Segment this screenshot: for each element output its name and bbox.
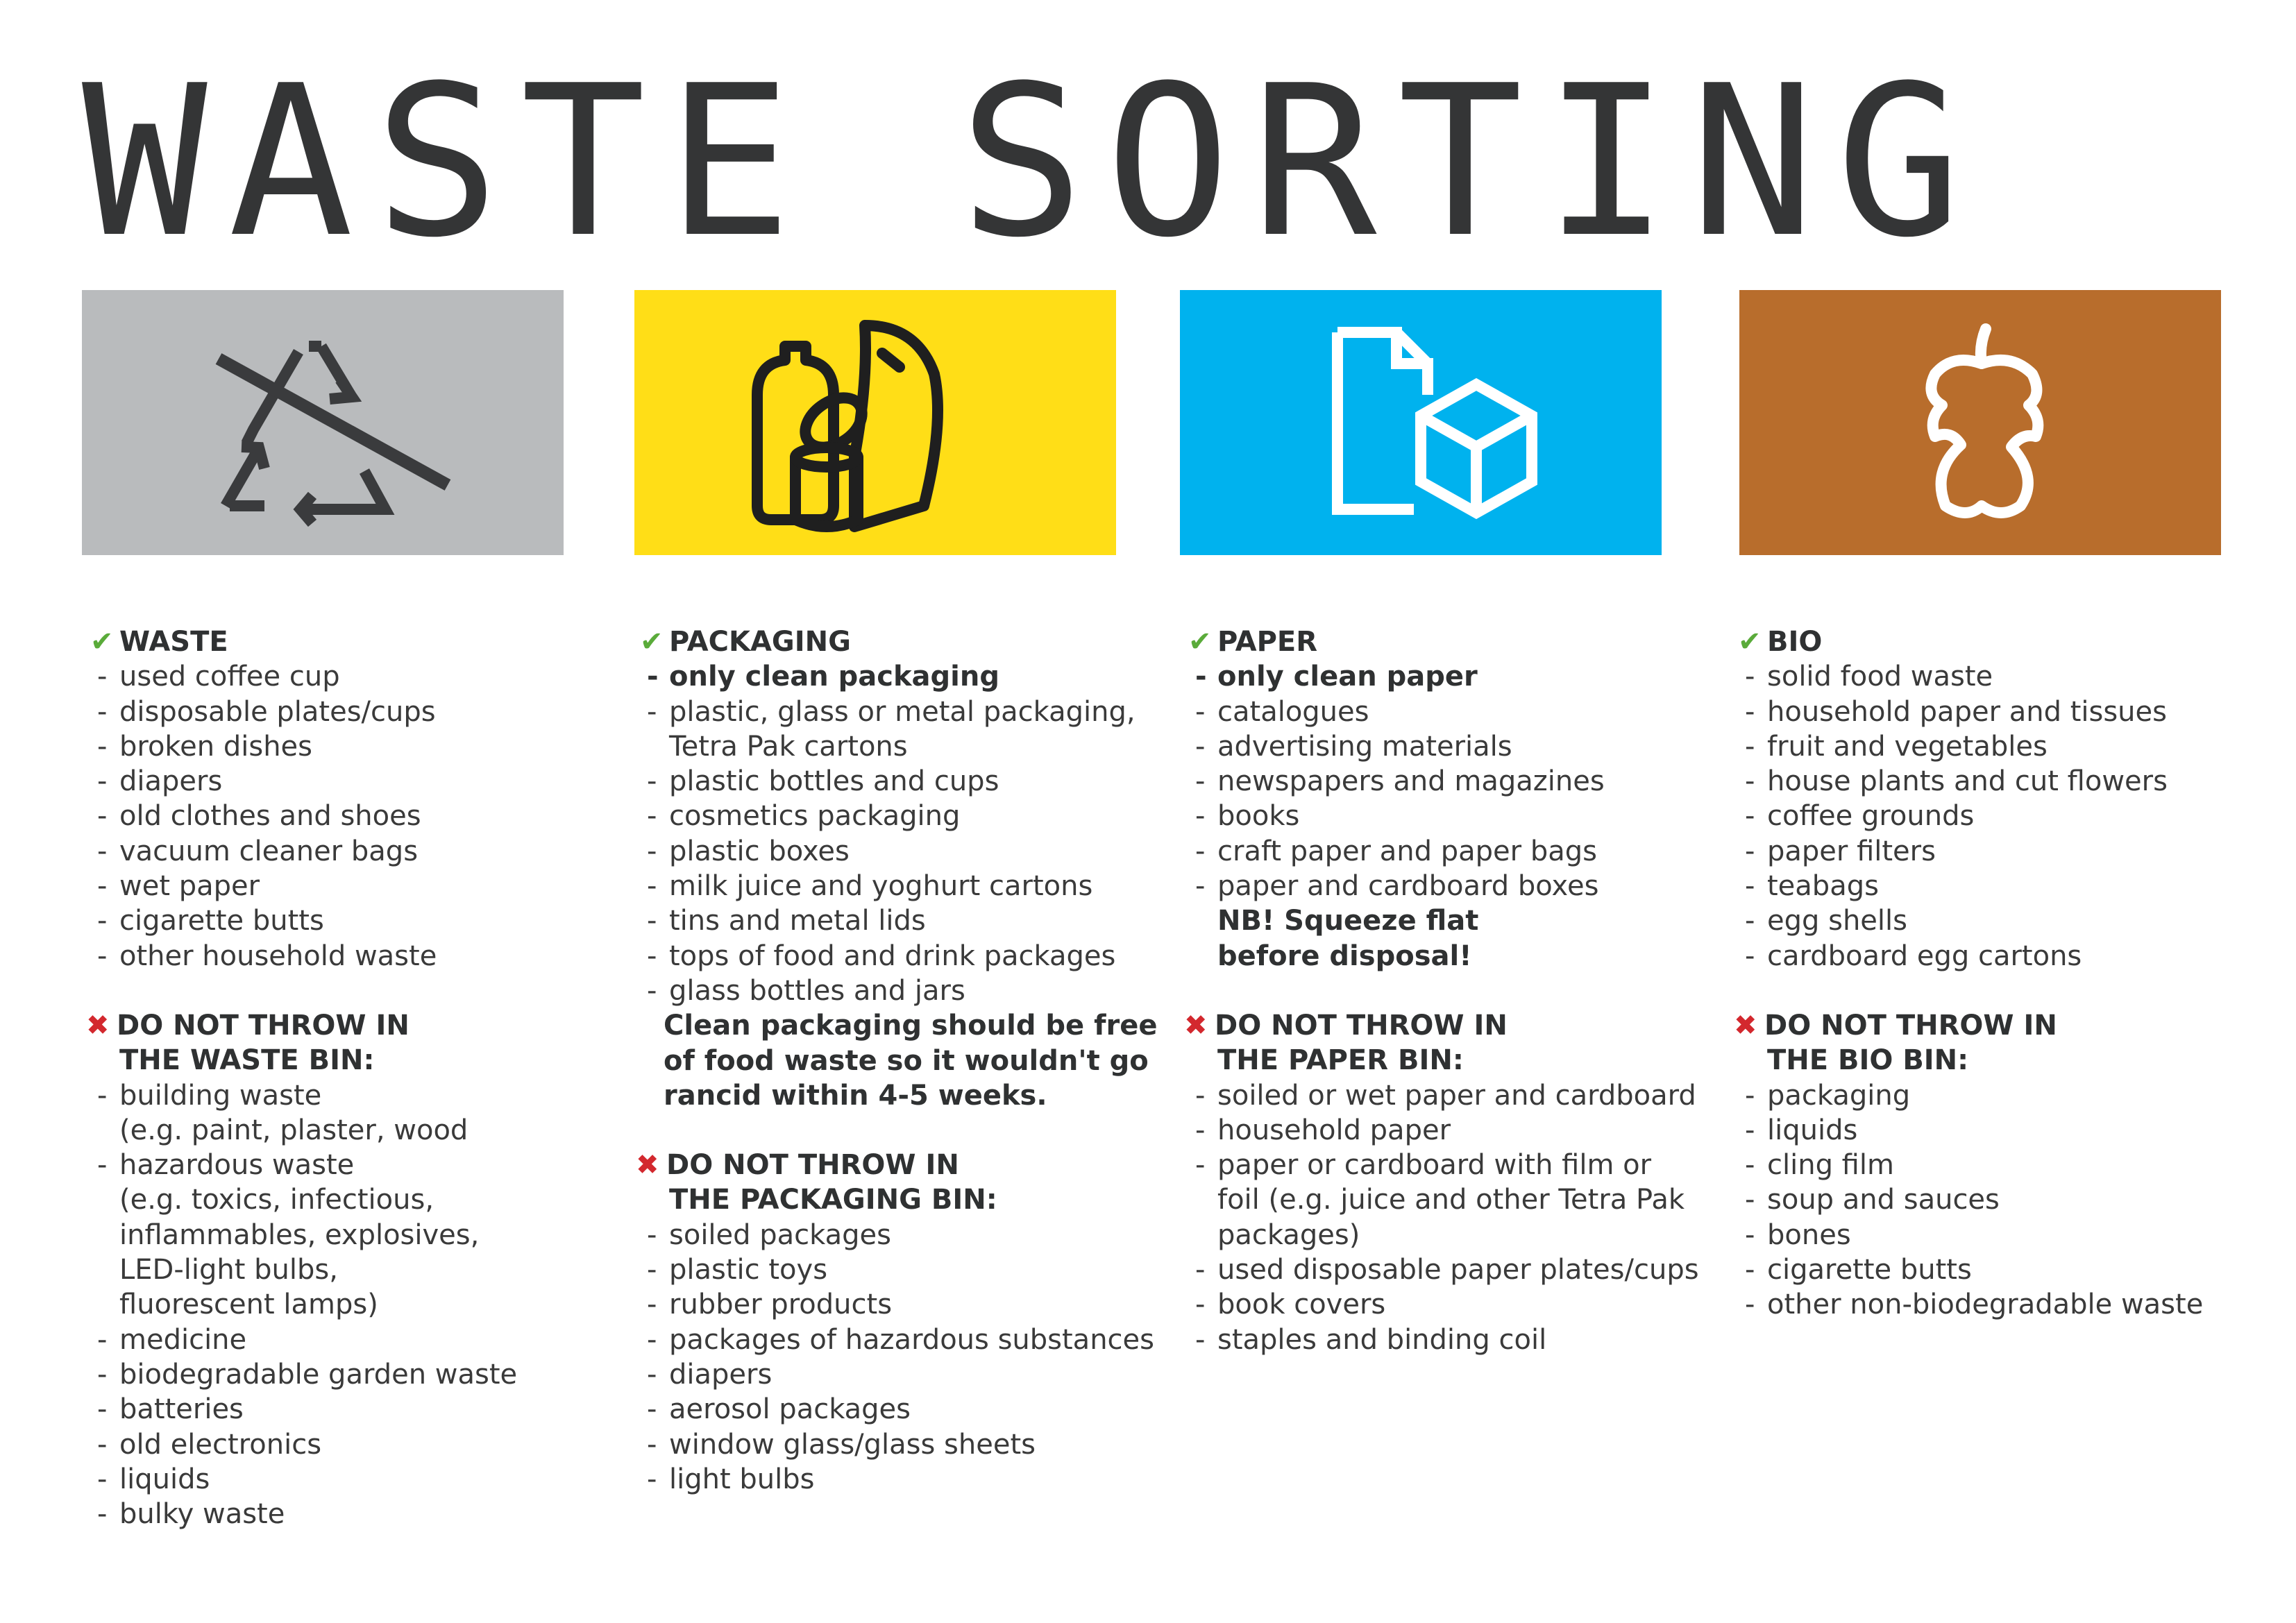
cross-icon: ✖ — [636, 1149, 659, 1182]
bullet-dash: - — [647, 1393, 657, 1426]
list-item-text: other non-biodegradable waste — [1767, 1289, 2204, 1321]
list-item-text: packaging — [1767, 1079, 1911, 1112]
bio-not-heading — [1767, 1043, 2203, 1078]
list-item-text: diapers — [669, 1358, 773, 1391]
list-item — [647, 695, 1157, 729]
apple-core-icon — [1800, 298, 2161, 547]
bullet-dash: - — [97, 870, 108, 903]
bullet-dash: - — [647, 974, 657, 1007]
bullet-dash: - — [97, 1149, 108, 1182]
bullet-dash: - — [647, 1358, 657, 1391]
list-item — [97, 939, 517, 974]
list-item-text: used coffee cup — [119, 661, 340, 693]
bullet-dash: - — [97, 800, 108, 833]
list-item-text: tops of food and drink packages — [669, 940, 1116, 972]
list-item — [97, 869, 517, 903]
list-item-text: paper filters — [1767, 835, 1936, 867]
bullet-dash: - — [1195, 1079, 1206, 1112]
list-item-text: coffee grounds — [1767, 800, 1975, 833]
list-item-text: rubber products — [669, 1289, 893, 1321]
list-item — [97, 1427, 517, 1462]
list-item-text: household paper and tissues — [1767, 695, 2167, 728]
paper-and-box-icon — [1240, 298, 1601, 547]
bullet-dash: - — [647, 661, 659, 693]
list-item — [97, 799, 517, 833]
bio-not-heading — [1734, 1008, 2203, 1043]
bullet-dash: - — [647, 905, 657, 937]
note-line: of food waste so it wouldn't go — [664, 1044, 1149, 1077]
list-item — [97, 1148, 517, 1182]
list-item — [1745, 869, 2203, 903]
bullet-dash: - — [1745, 1254, 1755, 1286]
cross-icon: ✖ — [1734, 1009, 1757, 1042]
bullet-dash: - — [1745, 730, 1755, 763]
list-item-text: milk juice and yoghurt cartons — [669, 870, 1093, 903]
bullet-dash: - — [1195, 661, 1207, 693]
packaging-heading — [640, 624, 1157, 659]
list-item — [1195, 764, 1699, 799]
waste-tile — [82, 290, 564, 555]
page-title: WASTE SORTING — [82, 41, 1982, 283]
bullet-dash: - — [1195, 765, 1206, 798]
list-item — [1195, 695, 1699, 729]
packaging-column — [636, 624, 1158, 1497]
bullet-dash: - — [1745, 661, 1755, 693]
list-item — [1195, 1252, 1699, 1287]
list-item-continuation: inflammables, explosives, — [119, 1218, 480, 1251]
list-item — [97, 1357, 518, 1392]
list-item-text: liquids — [1767, 1114, 1858, 1146]
list-item — [97, 1323, 517, 1357]
list-item-text: cosmetics packaging — [669, 800, 961, 833]
list-item-text: old electronics — [119, 1428, 322, 1461]
list-item-continuation: (e.g. toxics, infectious, — [119, 1184, 434, 1216]
list-item-text: household paper — [1217, 1114, 1451, 1146]
check-icon: ✔ — [1738, 626, 1762, 658]
bullet-dash: - — [647, 1323, 657, 1356]
bullet-dash: - — [647, 1254, 657, 1286]
list-item — [1745, 695, 2203, 729]
not-heading-label: THE BIO BIN: — [1767, 1044, 1969, 1077]
list-item — [97, 1497, 517, 1531]
list-item — [97, 1392, 517, 1427]
list-item-text: medicine — [119, 1323, 247, 1356]
spacer — [669, 1113, 1157, 1148]
not-heading-label: DO NOT THROW IN — [1215, 1009, 1508, 1042]
list-item-text: liquids — [119, 1463, 210, 1495]
bullet-dash: - — [1745, 765, 1755, 798]
list-item-text: staples and binding coil — [1217, 1323, 1547, 1356]
spacer — [1217, 974, 1699, 1008]
bullet-dash: - — [1195, 1254, 1206, 1286]
list-item — [1745, 799, 2203, 833]
list-item-text: disposable plates/cups — [119, 695, 436, 728]
list-item — [1745, 1078, 2203, 1113]
list-item-text: paper or cardboard with film or — [1217, 1149, 1652, 1182]
bullet-dash: - — [1745, 1218, 1755, 1251]
packaging-not-heading — [669, 1182, 1157, 1217]
list-item-text: plastic toys — [669, 1254, 828, 1286]
no-recycle-icon — [142, 298, 503, 547]
bullet-dash: - — [647, 1218, 657, 1251]
check-icon: ✔ — [1188, 626, 1212, 658]
list-item — [1195, 869, 1699, 903]
bullet-dash: - — [647, 870, 657, 903]
bullet-dash: - — [97, 765, 108, 798]
note-line: rancid within 4-5 weeks. — [664, 1079, 1047, 1112]
bullet-dash: - — [1195, 1323, 1206, 1356]
bullet-dash: - — [97, 1079, 108, 1112]
not-heading-label: DO NOT THROW IN — [1764, 1009, 2057, 1042]
not-heading-label: DO NOT THROW IN — [666, 1149, 959, 1182]
list-item — [1745, 1148, 2203, 1182]
list-item-text: newspapers and magazines — [1217, 765, 1605, 798]
paper-heading — [1188, 624, 1699, 659]
packaging-icon — [695, 298, 1056, 547]
bullet-dash: - — [97, 1393, 108, 1426]
note-line: NB! Squeeze flat — [1217, 905, 1479, 937]
bullet-dash: - — [97, 695, 108, 728]
list-item — [97, 1078, 517, 1113]
list-item — [97, 729, 517, 764]
list-item-text: cardboard egg cartons — [1767, 940, 2082, 972]
list-item — [97, 834, 517, 869]
list-item-text: plastic boxes — [669, 835, 850, 867]
bullet-dash: - — [97, 661, 108, 693]
bio-tile — [1739, 290, 2221, 555]
list-item — [1195, 1078, 1699, 1113]
list-item-text: light bulbs — [669, 1463, 815, 1495]
bullet-dash: - — [97, 940, 108, 972]
list-item — [1745, 1252, 2203, 1287]
paper-column — [1184, 624, 1699, 1357]
bullet-dash: - — [97, 905, 108, 937]
list-item — [1195, 834, 1699, 869]
list-item — [1745, 764, 2203, 799]
heading-label: WASTE — [119, 626, 228, 658]
list-item-text: biodegradable garden waste — [119, 1358, 518, 1391]
bullet-dash: - — [1745, 940, 1755, 972]
bullet-dash: - — [647, 940, 657, 972]
list-item-text: vacuum cleaner bags — [119, 835, 419, 867]
list-item-continuation: (e.g. paint, plaster, wood — [119, 1114, 469, 1146]
not-heading-label: THE WASTE BIN: — [119, 1044, 375, 1077]
list-item-text: only clean packaging — [669, 661, 999, 693]
list-item-continuation: LED-light bulbs, — [119, 1254, 338, 1286]
list-item — [647, 869, 1157, 903]
list-item-text: old clothes and shoes — [119, 800, 421, 833]
list-item — [1745, 659, 2203, 694]
list-item — [647, 1462, 1157, 1497]
list-item — [647, 1357, 1157, 1392]
bullet-dash: - — [97, 1428, 108, 1461]
list-item-text: books — [1217, 800, 1300, 833]
list-item-text: glass bottles and jars — [669, 974, 965, 1007]
list-item — [1745, 729, 2203, 764]
list-item-text: wet paper — [119, 870, 260, 903]
bullet-dash: - — [1195, 800, 1206, 833]
list-item-text: other household waste — [119, 940, 437, 972]
heading-label: PAPER — [1217, 626, 1318, 658]
list-item-text: window glass/glass sheets — [669, 1428, 1036, 1461]
list-item — [1745, 1182, 2203, 1217]
waste-not-heading — [86, 1008, 517, 1043]
list-item-continuation: foil (e.g. juice and other Tetra Pak — [1217, 1184, 1685, 1216]
list-item — [1745, 1113, 2203, 1148]
list-item-text: cigarette butts — [1767, 1254, 1972, 1286]
bullet-dash: - — [1745, 1079, 1755, 1112]
bullet-dash: - — [97, 1323, 108, 1356]
list-item — [647, 799, 1157, 833]
waste-heading — [90, 624, 517, 659]
list-item-text: egg shells — [1767, 905, 1907, 937]
bullet-dash: - — [1195, 870, 1206, 903]
list-item — [647, 1287, 1157, 1322]
list-item — [97, 1462, 517, 1497]
bullet-dash: - — [1745, 870, 1755, 903]
list-item — [647, 1252, 1157, 1287]
list-item — [1195, 1148, 1699, 1182]
list-item-text: only clean paper — [1217, 661, 1478, 693]
bullet-dash: - — [1745, 905, 1755, 937]
list-item-text: cling film — [1767, 1149, 1894, 1182]
check-icon: ✔ — [640, 626, 664, 658]
bullet-dash: - — [1745, 1184, 1755, 1216]
not-heading-label: THE PAPER BIN: — [1217, 1044, 1464, 1077]
not-heading-label: THE PACKAGING BIN: — [669, 1184, 997, 1216]
list-item — [647, 903, 1157, 938]
not-heading-label: DO NOT THROW IN — [117, 1009, 410, 1042]
bullet-dash: - — [1195, 1289, 1206, 1321]
list-item-text: building waste — [119, 1079, 322, 1112]
list-item-continuation: Tetra Pak cartons — [669, 730, 908, 763]
list-item-text: fruit and vegetables — [1767, 730, 2048, 763]
paper-not-heading — [1217, 1043, 1699, 1078]
bullet-dash: - — [1745, 800, 1755, 833]
list-item-text: craft paper and paper bags — [1217, 835, 1597, 867]
list-item — [97, 659, 517, 694]
paper-tile — [1180, 290, 1662, 555]
bullet-dash: - — [1195, 1149, 1206, 1182]
packaging-not-heading — [636, 1148, 1157, 1182]
bullet-dash: - — [647, 835, 657, 867]
bullet-dash: - — [647, 1428, 657, 1461]
list-item-text: batteries — [119, 1393, 244, 1426]
list-item — [97, 695, 517, 729]
list-item-text: hazardous waste — [119, 1149, 355, 1182]
list-item-text: soup and sauces — [1767, 1184, 2000, 1216]
list-item — [97, 903, 517, 938]
list-item-text: diapers — [119, 765, 223, 798]
heading-label: PACKAGING — [669, 626, 851, 658]
waste-not-heading — [119, 1043, 517, 1078]
list-item — [647, 1218, 1157, 1252]
list-item-text: paper and cardboard boxes — [1217, 870, 1599, 903]
bullet-dash: - — [97, 1463, 108, 1495]
list-item-text: teabags — [1767, 870, 1879, 903]
bio-column — [1734, 624, 2204, 1323]
list-item — [1195, 1113, 1699, 1148]
bullet-dash: - — [1745, 1289, 1755, 1321]
list-item-text: catalogues — [1217, 695, 1369, 728]
bio-heading — [1738, 624, 2203, 659]
list-item — [1745, 939, 2203, 974]
list-item-text: tins and metal lids — [669, 905, 926, 937]
bullet-dash: - — [1195, 835, 1206, 867]
list-item-text: advertising materials — [1217, 730, 1512, 763]
spacer — [119, 974, 517, 1008]
note-line: Clean packaging should be free — [664, 1010, 1158, 1042]
waste-column — [86, 624, 518, 1531]
list-item — [1195, 799, 1699, 833]
bullet-dash: - — [1195, 695, 1206, 728]
bullet-dash: - — [647, 695, 657, 728]
list-item-text: plastic bottles and cups — [669, 765, 999, 798]
list-item — [1745, 903, 2203, 938]
list-item — [647, 1427, 1157, 1462]
list-item — [647, 974, 1157, 1008]
list-item-text: packages of hazardous substances — [669, 1323, 1154, 1356]
list-item-text: house plants and cut flowers — [1767, 765, 2168, 798]
list-item-text: soiled packages — [669, 1218, 891, 1251]
list-item — [647, 659, 1157, 694]
list-item — [1745, 1218, 2203, 1252]
list-item-continuation: packages) — [1217, 1218, 1360, 1251]
bullet-dash: - — [647, 1289, 657, 1321]
heading-label: BIO — [1767, 626, 1823, 658]
list-item-text: book covers — [1217, 1289, 1386, 1321]
list-item-text: bones — [1767, 1218, 1851, 1251]
bullet-dash: - — [1745, 695, 1755, 728]
list-item — [647, 1392, 1157, 1427]
list-item-text: aerosol packages — [669, 1393, 911, 1426]
list-item — [1745, 1287, 2204, 1322]
packaging-tile — [634, 290, 1116, 555]
list-item — [647, 939, 1157, 974]
list-item — [1195, 1323, 1699, 1357]
check-icon: ✔ — [90, 626, 114, 658]
bullet-dash: - — [97, 1358, 108, 1391]
bullet-dash: - — [647, 765, 657, 798]
list-item-text: used disposable paper plates/cups — [1217, 1254, 1699, 1286]
paper-not-heading — [1184, 1008, 1699, 1043]
bullet-dash: - — [97, 835, 108, 867]
list-item — [647, 1323, 1157, 1357]
bullet-dash: - — [1745, 1114, 1755, 1146]
list-item-text: plastic, glass or metal packaging, — [669, 695, 1136, 728]
bullet-dash: - — [1745, 1149, 1755, 1182]
list-item — [1195, 1287, 1699, 1322]
bullet-dash: - — [647, 800, 657, 833]
bullet-dash: - — [97, 730, 108, 763]
list-item — [97, 764, 517, 799]
list-item — [1195, 729, 1699, 764]
bullet-dash: - — [1195, 730, 1206, 763]
list-item-text: cigarette butts — [119, 905, 324, 937]
list-item — [1195, 659, 1699, 694]
list-item-text: soiled or wet paper and cardboard — [1217, 1079, 1696, 1112]
list-item-text: bulky waste — [119, 1498, 285, 1531]
bullet-dash: - — [647, 1463, 657, 1495]
bullet-dash: - — [97, 1498, 108, 1531]
bullet-dash: - — [1195, 1114, 1206, 1146]
list-item-text: broken dishes — [119, 730, 312, 763]
cross-icon: ✖ — [86, 1009, 110, 1042]
list-item — [647, 764, 1157, 799]
cross-icon: ✖ — [1184, 1009, 1208, 1042]
note-line: before disposal! — [1217, 940, 1472, 972]
bullet-dash: - — [1745, 835, 1755, 867]
list-item-continuation: fluorescent lamps) — [119, 1289, 378, 1321]
list-item — [647, 834, 1157, 869]
list-item-text: solid food waste — [1767, 661, 1993, 693]
list-item — [1745, 834, 2203, 869]
spacer — [1767, 974, 2203, 1008]
